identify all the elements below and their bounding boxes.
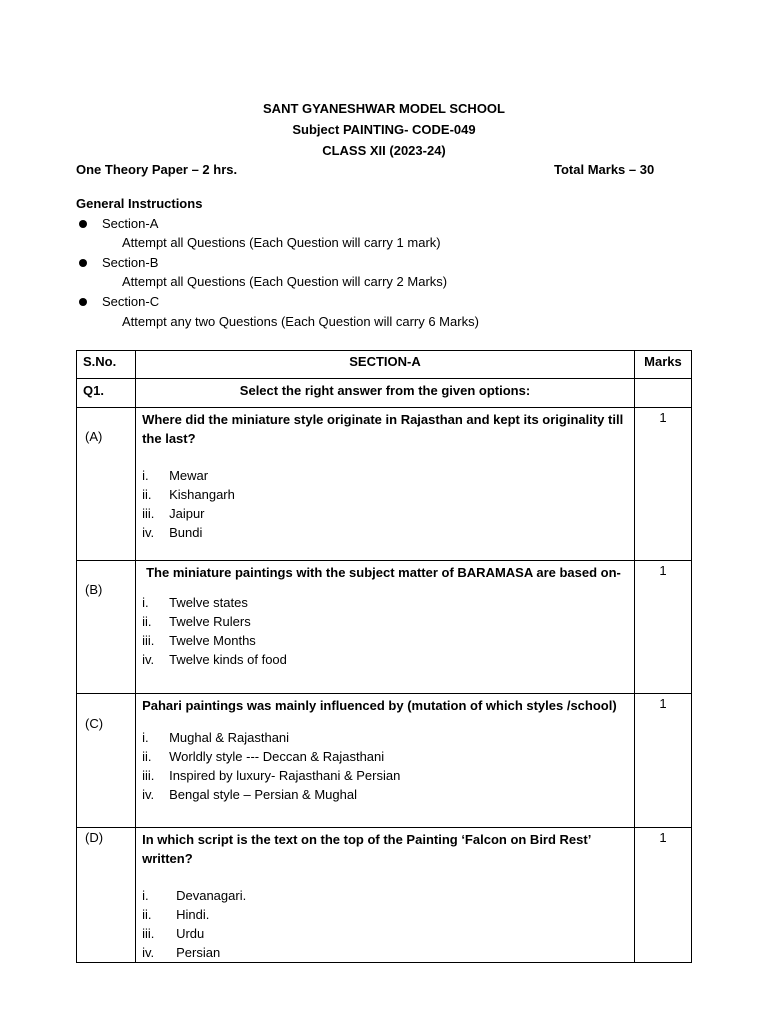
question-cell xyxy=(136,694,635,828)
total-marks: Total Marks – 30 xyxy=(554,162,655,177)
q1-instruction: Select the right answer from the given options: xyxy=(136,379,635,408)
options-list xyxy=(136,593,634,669)
options-list xyxy=(136,886,634,962)
header-marks: Marks xyxy=(634,351,691,379)
instruction-detail-b: Attempt all Questions (Each Question will carry 2 Marks) xyxy=(122,274,448,289)
q1-row xyxy=(77,379,692,408)
marks-cell: 1 xyxy=(634,828,691,963)
list-item: iv. Twelve kinds of food xyxy=(142,652,287,667)
instruction-detail-a: Attempt all Questions (Each Question will carry 1 mark) xyxy=(122,235,441,250)
table-row xyxy=(77,408,692,561)
question-cell xyxy=(136,408,635,561)
marks-cell: 1 xyxy=(634,694,691,828)
instruction-section-a: Section-A xyxy=(102,216,159,231)
q1-marks xyxy=(634,379,691,408)
question-label: (D) xyxy=(77,828,136,963)
instruction-section-b: Section-B xyxy=(102,255,159,270)
bullet-icon xyxy=(79,220,87,228)
questions-table xyxy=(76,350,692,963)
list-item: i. Devanagari. xyxy=(142,888,247,903)
question-label: (A) xyxy=(77,408,136,561)
question-cell xyxy=(136,561,635,694)
list-item: iii. Jaipur xyxy=(142,506,205,521)
question-text: In which script is the text on the top of the Painting ‘Falcon on Bird Rest’ written? xyxy=(142,832,591,866)
list-item: iii. Twelve Months xyxy=(142,633,256,648)
list-item: ii. Worldly style --- Deccan & Rajasthani xyxy=(142,749,385,764)
table-row xyxy=(77,694,692,828)
list-item: i. Twelve states xyxy=(142,595,248,610)
question-label: (B) xyxy=(77,561,136,694)
marks-cell: 1 xyxy=(634,408,691,561)
question-text: The miniature paintings with the subject matter of BARAMASA are based on- xyxy=(146,565,621,580)
bullet-icon xyxy=(79,259,87,267)
q1-number: Q1. xyxy=(77,379,136,408)
header-sno: S.No. xyxy=(77,351,136,379)
marks-cell: 1 xyxy=(634,561,691,694)
list-item: ii. Kishangarh xyxy=(142,487,235,502)
bullet-icon xyxy=(79,298,87,306)
instruction-section-c: Section-C xyxy=(102,294,160,309)
paper-duration: One Theory Paper – 2 hrs. xyxy=(76,162,238,177)
question-label: (C) xyxy=(77,694,136,828)
subject-line: Subject PAINTING- CODE-049 xyxy=(292,122,476,137)
options-list xyxy=(136,728,634,804)
list-item: iv. Bundi xyxy=(142,525,203,540)
question-cell xyxy=(136,828,635,963)
header-section: SECTION-A xyxy=(136,351,635,379)
table-header-row xyxy=(77,351,692,379)
list-item: iii. Inspired by luxury- Rajasthani & Persian xyxy=(142,768,401,783)
options-list xyxy=(136,466,634,542)
list-item: i. Mewar xyxy=(142,468,209,483)
list-item: ii. Twelve Rulers xyxy=(142,614,251,629)
list-item: iii. Urdu xyxy=(142,926,205,941)
question-text: Pahari paintings was mainly influenced by (mutation of which styles /school) xyxy=(142,698,617,713)
table-row xyxy=(77,828,692,963)
list-item: ii. Hindi. xyxy=(142,907,210,922)
class-line: CLASS XII (2023-24) xyxy=(322,143,446,158)
instruction-detail-c: Attempt any two Questions (Each Question will carry 6 Marks) xyxy=(122,314,479,329)
instructions-title: General Instructions xyxy=(76,196,203,211)
school-name: SANT GYANESHWAR MODEL SCHOOL xyxy=(263,101,505,116)
table-row xyxy=(77,561,692,694)
question-text: Where did the miniature style originate in Rajasthan and kept its originality till the last? xyxy=(142,412,624,446)
list-item: i. Mughal & Rajasthani xyxy=(142,730,290,745)
list-item: iv. Bengal style – Persian & Mughal xyxy=(142,787,357,802)
list-item: iv. Persian xyxy=(142,945,221,960)
